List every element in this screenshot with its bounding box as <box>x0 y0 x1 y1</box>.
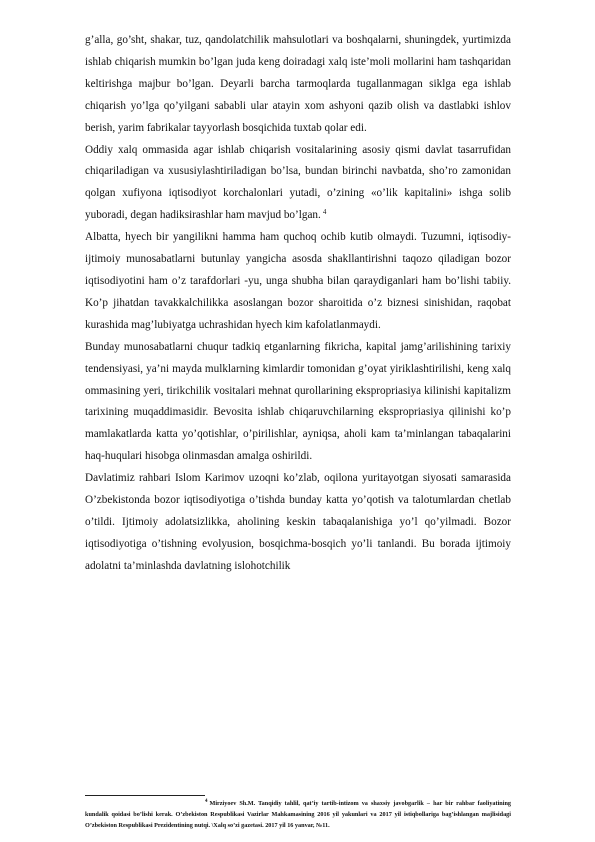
paragraph-3 <box>85 227 511 337</box>
footnote <box>85 798 511 832</box>
paragraph-4-text: Bunday munosabatlarni chuqur tadkiq etganlarning fikricha, kapital jamg’arilishining tarixiy tendensiyasi, ya’ni mayda mulklarning kimlardir tomonidan g’oyat yiriklashtirilishi, keng xalq ommasining yeri, tirikchilik vositalari mehnat qurollarining ekspropriasiya kilinishi kapitalizm tarixining muqaddimasidir. Bevosita ishlab chiqaruvchilarning ekspropriasiya qilinishi ko’p mamlakatlarda katta yo’qotishlar, o’pirilishlar, ayniqsa, aholi kam ta’minlangan tabaqalarini haq-huqulari hisobga olinmasdan amalga oshirildi. <box>85 340 511 463</box>
footnote-text: Mirziyoev Sh.M. Tanqidiy tahlil, qat’iy tartib-intizom va shaxsiy javobgarlik – har bir rahbar faoliyatining kundalik qoidasi bo’lishi kerak. O’zbekiston Respublikasi Vazirlar Mahkamasining 2016 yil yakunlari va 2017 yil istiqbollariga bag’ishlangan majlisidagi O’zbekiston Respublikasi Prezidentining nutqi. \Xalq so’zi gazetasi. 2017 yil 16 yanvar, №11. <box>85 800 511 830</box>
paragraph-4 <box>85 337 511 468</box>
paragraph-5-text: Davlatimiz rahbari Islom Karimov uzoqni ko’zlab, oqilona yuritayotgan siyosati samarasida O’zbekistonda bozor iqtisodiyotiga o’tishda bunday katta yo’qotish va talotumlardan chetlab o’tildi. Ijtimoiy adolatsizlikka, aholining keskin tabaqalanishiga yo’l qo’yilmadi. Bozor iqtisodiyotiga o’tishning evolyusion, bosqichma-bosqich yo’li tanlandi. Bu borada ijtimoiy adolatni ta’minlashda davlatning islohotchilik <box>85 472 511 572</box>
document-body <box>85 30 511 578</box>
paragraph-1-text: g’alla, go’sht, shakar, tuz, qandolatchilik mahsulotlari va boshqalarni, shuningdek, yurtimizda ishlab chiqarish mumkin bo’lgan juda keng doiradagi xalq iste’moli mollarini ham tashqaridan keltirishga majbur bo’lgan. Deyarli barcha tarmoqlarda tugallanmagan siklga ega ishlab chiqarish yo’lga qo’yilgani sababli ular atayin xom ashyoni qazib olish va dastlabki ishlov berish, yarim fabrikalar tayyorlash bosqichida tuxtab qolar edi. <box>85 34 511 134</box>
paragraph-1 <box>85 30 511 140</box>
footnote-divider <box>85 795 205 796</box>
paragraph-2-text: Oddiy xalq ommasida agar ishlab chiqarish vositalarining asosiy qismi davlat tasarrufidan chiqariladigan va xususiylashtiriladigan bo’lsa, bundan birinchi navbatda, sho’ro zamonidan qolgan xufiyona iqtisodiyot korchalonlari yutadi, o’zining «o’lik kapitalini» ishga solib yuboradi, degan hadiksirashlar ham mavjud bo’lgan. <box>85 143 511 222</box>
paragraph-2 <box>85 140 511 228</box>
paragraph-5 <box>85 468 511 578</box>
footnote-number: 4 <box>205 798 208 804</box>
paragraph-3-text: Albatta, hyech bir yangilikni hamma ham quchoq ochib kutib olmaydi. Tuzumni, iqtisodiy-ijtimoiy munosabatlarni butunlay yangicha asosda shakllantirishni taqozo qiladigan bozor iqtisodiyotini ham o’z tarafdorlari -yu, unga shubha bilan qaraydiganlari ham bo’lishi tabiiy. Ko’p jihatdan tavakkalchilikka asoslangan bozor sharoitida o’z biznesi sinishidan, raqobat kurashida mag’lubiyatga uchrashidan hyech kim kafolatlanmaydi. <box>85 231 511 331</box>
footnote-reference[interactable]: 4 <box>322 207 327 216</box>
